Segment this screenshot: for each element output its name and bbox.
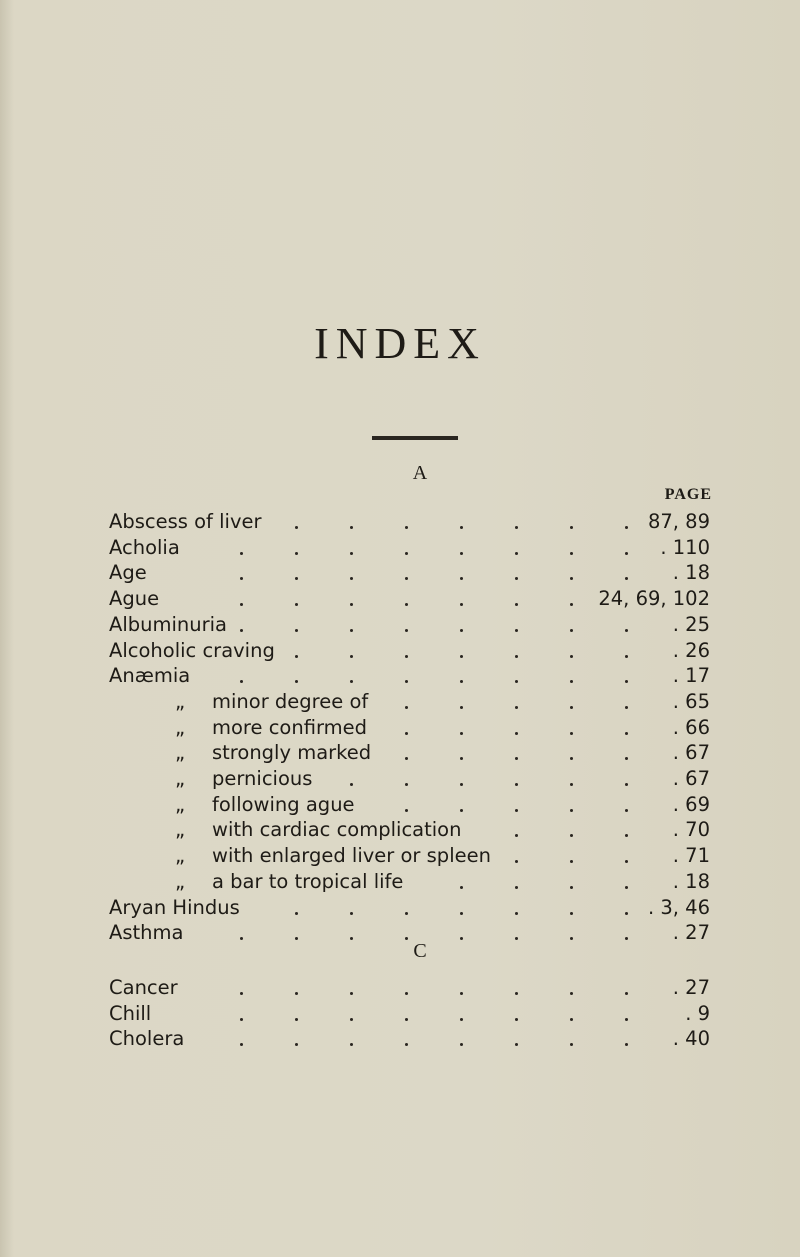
index-entry <box>0 637 800 665</box>
leader-dot <box>625 860 628 863</box>
index-entry <box>0 894 800 922</box>
index-term: with enlarged liver or spleen <box>212 844 491 868</box>
index-term: Cholera <box>109 1027 185 1051</box>
page-reference: . 17 <box>672 664 710 688</box>
leader-dot <box>515 912 518 915</box>
index-subentry <box>0 765 800 793</box>
leader-dot <box>240 1018 243 1021</box>
ditto-mark: „ <box>175 818 186 842</box>
leader-dot <box>240 552 243 555</box>
ditto-mark: „ <box>175 767 186 790</box>
ditto-mark: „ <box>175 741 186 765</box>
page-reference: . 67 <box>672 767 710 790</box>
index-term: Age <box>109 561 147 585</box>
leader-dot <box>350 937 353 940</box>
leader-dot <box>570 912 573 915</box>
page-reference: . 67 <box>672 741 710 765</box>
ditto-mark: „ <box>175 869 186 893</box>
index-entry <box>0 508 800 536</box>
leader-dot <box>515 757 518 760</box>
leader-dot <box>515 706 518 709</box>
leader-dot <box>295 912 298 915</box>
leader-dot <box>405 992 408 995</box>
leader-dot <box>460 577 463 580</box>
page-reference: . 110 <box>660 535 710 559</box>
leader-dot <box>625 629 628 632</box>
leader-dot <box>405 937 408 940</box>
index-term: more confirmed <box>212 715 368 739</box>
leader-dot <box>405 1043 408 1046</box>
leader-dot <box>460 1018 463 1021</box>
leader-dot <box>460 526 463 529</box>
leader-dot <box>240 629 243 632</box>
leader-dot <box>515 552 518 555</box>
leader-dot <box>350 655 353 658</box>
leader-dot <box>515 937 518 940</box>
leader-dot <box>240 680 243 683</box>
leader-dot <box>350 603 353 606</box>
leader-dot <box>625 992 628 995</box>
index-term: minor degree of <box>212 689 369 713</box>
page-reference: . 70 <box>672 818 710 842</box>
page-reference: . 25 <box>672 612 710 636</box>
index-term: Acholia <box>109 535 180 559</box>
leader-dot <box>625 655 628 658</box>
leader-dot <box>405 603 408 606</box>
leader-dot <box>515 577 518 580</box>
page-reference: . 27 <box>672 976 710 999</box>
leader-dot <box>295 526 298 529</box>
page-reference: . 71 <box>672 844 710 868</box>
index-term: with cardiac complication <box>212 818 462 842</box>
index-subentry <box>0 739 800 767</box>
leader-dot <box>240 937 243 940</box>
index-entry <box>0 974 800 1002</box>
ditto-mark: „ <box>175 844 186 868</box>
leader-dot <box>350 552 353 555</box>
leader-dot <box>570 992 573 995</box>
leader-dot <box>570 1018 573 1021</box>
leader-dot <box>240 1043 243 1046</box>
leader-dot <box>350 992 353 995</box>
index-term: Chill <box>109 1001 152 1025</box>
leader-dot <box>460 1043 463 1046</box>
leader-dot <box>515 655 518 658</box>
leader-dot <box>405 732 408 735</box>
section-letter-c: C <box>413 940 427 962</box>
index-subentry <box>0 714 800 742</box>
index-term: Albuminuria <box>109 612 228 636</box>
leader-dot <box>350 577 353 580</box>
leader-dot <box>405 1018 408 1021</box>
leader-dot <box>350 912 353 915</box>
leader-dot <box>625 937 628 940</box>
leader-dot <box>460 603 463 606</box>
index-term: pernicious <box>212 767 313 790</box>
leader-dot <box>350 1018 353 1021</box>
leader-dot <box>295 1018 298 1021</box>
index-term: Abscess of liver <box>109 510 262 533</box>
leader-dot <box>570 783 573 786</box>
leader-dot <box>240 603 243 606</box>
page-reference: . 40 <box>672 1027 710 1051</box>
title-rule <box>372 436 458 440</box>
index-term: strongly marked <box>212 741 372 765</box>
leader-dot <box>295 992 298 995</box>
leader-dot <box>570 732 573 735</box>
index-term: Alcoholic craving <box>109 638 275 662</box>
leader-dot <box>625 1043 628 1046</box>
leader-dot <box>570 886 573 889</box>
leader-dot <box>460 552 463 555</box>
index-subentry <box>0 688 800 716</box>
page-reference: . 18 <box>672 869 710 893</box>
page-reference: . 9 <box>685 1001 710 1025</box>
page-reference: . 69 <box>672 792 710 816</box>
leader-dot <box>460 706 463 709</box>
page-reference: . 18 <box>672 561 710 585</box>
leader-dot <box>405 526 408 529</box>
leader-dot <box>460 992 463 995</box>
ditto-mark: „ <box>175 792 186 816</box>
leader-dot <box>405 577 408 580</box>
leader-dot <box>625 732 628 735</box>
leader-dot <box>570 526 573 529</box>
index-entry <box>0 559 800 587</box>
leader-dot <box>460 757 463 760</box>
leader-dot <box>625 783 628 786</box>
leader-dot <box>625 526 628 529</box>
leader-dot <box>460 912 463 915</box>
leader-dot <box>405 655 408 658</box>
leader-dot <box>460 680 463 683</box>
index-term: Ague <box>109 587 160 611</box>
leader-dot <box>405 629 408 632</box>
leader-dot <box>570 809 573 812</box>
leader-dot <box>460 937 463 940</box>
leader-dot <box>625 706 628 709</box>
leader-dot <box>570 552 573 555</box>
leader-dot <box>515 629 518 632</box>
leader-dot <box>515 526 518 529</box>
page-title: INDEX <box>314 319 486 368</box>
leader-dot <box>570 706 573 709</box>
page-reference: 87, 89 <box>647 510 710 533</box>
leader-dot <box>295 603 298 606</box>
leader-dot <box>295 577 298 580</box>
leader-dot <box>460 809 463 812</box>
leader-dot <box>515 860 518 863</box>
leader-dot <box>460 886 463 889</box>
leader-dot <box>295 655 298 658</box>
leader-dot <box>240 577 243 580</box>
leader-dot <box>570 680 573 683</box>
index-term: Aryan Hindus <box>109 895 240 919</box>
leader-dot <box>515 992 518 995</box>
index-entry <box>0 1000 800 1028</box>
leader-dot <box>350 526 353 529</box>
leader-dot <box>295 629 298 632</box>
page-reference: . 3, 46 <box>647 895 710 919</box>
leader-dot <box>350 783 353 786</box>
index-entry <box>0 919 800 947</box>
page-reference: 24, 69, 102 <box>598 587 710 611</box>
leader-dot <box>295 552 298 555</box>
ditto-mark: „ <box>175 689 186 713</box>
index-subentry <box>0 842 800 870</box>
index-term: Cancer <box>109 976 178 999</box>
index-term: a bar to tropical life <box>212 869 404 893</box>
leader-dot <box>515 732 518 735</box>
index-entry <box>0 534 800 562</box>
leader-dot <box>515 809 518 812</box>
leader-dot <box>405 552 408 555</box>
leader-dot <box>515 886 518 889</box>
leader-dot <box>460 629 463 632</box>
leader-dot <box>570 577 573 580</box>
index-entry <box>0 585 800 613</box>
leader-dot <box>405 912 408 915</box>
leader-dot <box>570 834 573 837</box>
leader-dot <box>625 886 628 889</box>
leader-dot <box>625 1018 628 1021</box>
leader-dot <box>405 706 408 709</box>
leader-dot <box>515 1043 518 1046</box>
leader-dot <box>405 680 408 683</box>
section-letter-a: A <box>412 462 428 484</box>
index-term: Anæmia <box>109 664 191 688</box>
page-reference: . 65 <box>672 689 710 713</box>
index-subentry <box>0 791 800 819</box>
leader-dot <box>240 992 243 995</box>
leader-dot <box>350 629 353 632</box>
leader-dot <box>350 680 353 683</box>
leader-dot <box>460 732 463 735</box>
index-subentry <box>0 868 800 896</box>
leader-dot <box>625 680 628 683</box>
page-reference: . 26 <box>672 638 710 662</box>
index-term: following ague <box>212 792 355 816</box>
leader-dot <box>515 603 518 606</box>
leader-dot <box>405 783 408 786</box>
leader-dot <box>515 834 518 837</box>
leader-dot <box>460 655 463 658</box>
index-entry <box>0 1025 800 1053</box>
leader-dot <box>405 809 408 812</box>
leader-dot <box>570 937 573 940</box>
leader-dot <box>295 937 298 940</box>
leader-dot <box>570 860 573 863</box>
page-column-header: PAGE <box>664 486 712 503</box>
page-reference: . 27 <box>672 921 710 945</box>
leader-dot <box>625 809 628 812</box>
index-term: Asthma <box>109 921 184 945</box>
leader-dot <box>295 1043 298 1046</box>
index-entry <box>0 611 800 639</box>
leader-dot <box>515 680 518 683</box>
leader-dot <box>515 1018 518 1021</box>
leader-dot <box>625 757 628 760</box>
index-entry <box>0 662 800 690</box>
leader-dot <box>405 757 408 760</box>
leader-dot <box>570 1043 573 1046</box>
leader-dot <box>625 552 628 555</box>
leader-dot <box>625 912 628 915</box>
leader-dot <box>460 783 463 786</box>
leader-dot <box>570 603 573 606</box>
index-subentry <box>0 816 800 844</box>
leader-dot <box>570 757 573 760</box>
leader-dot <box>515 783 518 786</box>
leader-dot <box>295 680 298 683</box>
leader-dot <box>625 577 628 580</box>
page-reference: . 66 <box>672 715 710 739</box>
leader-dot <box>570 655 573 658</box>
leader-dot <box>625 834 628 837</box>
leader-dot <box>350 1043 353 1046</box>
ditto-mark: „ <box>175 715 186 739</box>
leader-dot <box>570 629 573 632</box>
